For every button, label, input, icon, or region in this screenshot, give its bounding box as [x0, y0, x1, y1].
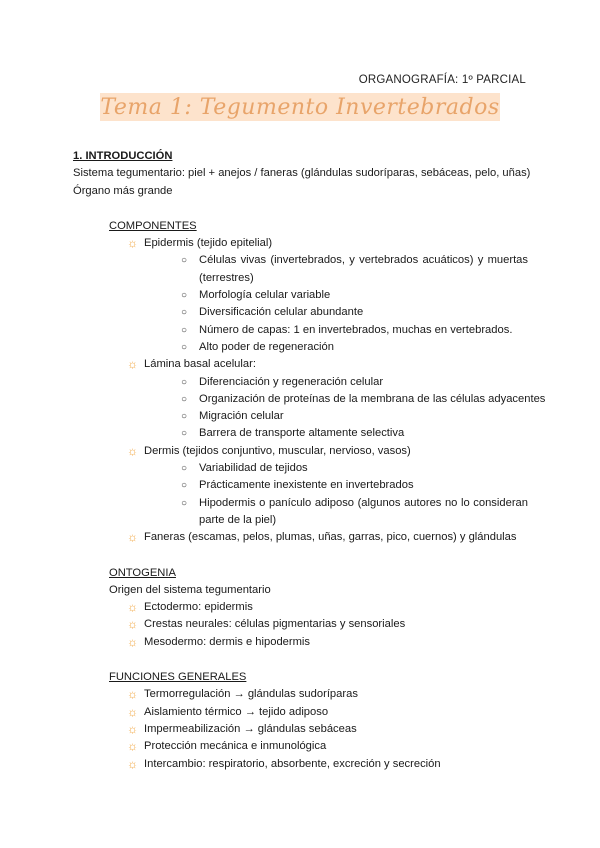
- ontogenia-heading: ONTOGENIA: [109, 566, 176, 579]
- sub-item-label: Barrera de transporte altamente selectiva: [199, 427, 405, 440]
- circle-icon: ○: [181, 324, 188, 336]
- sub-item: [181, 252, 528, 287]
- sub-item-label: Prácticamente inexistente en invertebrados: [199, 479, 414, 492]
- circle-icon: ○: [181, 480, 188, 492]
- sun-icon: ☼: [127, 687, 138, 702]
- circle-icon: ○: [181, 463, 188, 475]
- list-item-label: Protección mecánica e inmunológica: [144, 740, 327, 753]
- list-item-label: Mesodermo: dermis e hipodermis: [144, 635, 311, 648]
- list-item: [127, 599, 528, 616]
- sub-item: [181, 304, 528, 321]
- sun-icon: ☼: [127, 530, 138, 545]
- sub-item: [181, 322, 528, 339]
- spacer: [73, 651, 528, 669]
- circle-icon: ○: [181, 341, 188, 353]
- circle-icon: ○: [181, 307, 188, 319]
- bullet-dermis: [127, 443, 528, 460]
- sub-item-label: Diferenciación y regeneración celular: [199, 375, 384, 388]
- sun-icon: ☼: [127, 756, 138, 771]
- intro-line-1: Sistema tegumentario: piel + anejos / faneras (glándulas sudoríparas, sebáceas, pelo, uñas): [73, 167, 531, 180]
- circle-icon: ○: [181, 393, 188, 405]
- sub-item: [181, 374, 528, 391]
- bullet-label: Lámina basal acelular:: [144, 358, 256, 371]
- circle-icon: ○: [181, 290, 188, 302]
- sub-item: [181, 495, 528, 530]
- list-item-label: Termorregulación → glándulas sudoríparas: [144, 688, 358, 701]
- bullet-lamina-basal: [127, 356, 528, 373]
- sub-item-label: Alto poder de regeneración: [199, 340, 334, 353]
- sub-item: [181, 425, 528, 442]
- page-title: Tema 1: Tegumento Invertebrados: [100, 94, 500, 120]
- list-item-label: Ectodermo: epidermis: [144, 601, 253, 614]
- list-item-label: Aislamiento térmico → tejido adiposo: [144, 705, 329, 718]
- sun-icon: ☼: [127, 617, 138, 632]
- list-item: [127, 704, 528, 721]
- list-item-label: Crestas neurales: células pigmentarias y sensoriales: [144, 618, 406, 631]
- funciones-heading: FUNCIONES GENERALES: [109, 671, 247, 684]
- list-item-label: Intercambio: respiratorio, absorbente, excreción y secreción: [144, 757, 441, 770]
- bullet-label: Dermis (tejidos conjuntivo, muscular, nervioso, vasos): [144, 444, 411, 457]
- bullet-faneras: [127, 529, 528, 546]
- circle-icon: ○: [181, 497, 188, 509]
- sub-item-label: Morfología celular variable: [199, 289, 331, 302]
- sub-item: [181, 339, 528, 356]
- list-item: [127, 634, 528, 651]
- sub-item-label: Hipodermis o panículo adiposo (algunos autores no lo consideran parte de la piel): [199, 496, 528, 526]
- sub-item-label: Diversificación celular abundante: [199, 306, 364, 319]
- intro-line-2: Órgano más grande: [73, 184, 173, 197]
- circle-icon: ○: [181, 376, 188, 388]
- sub-item: [181, 391, 546, 408]
- spacer: [73, 547, 528, 565]
- sub-item-label: Variabilidad de tejidos: [199, 462, 308, 475]
- course-header: ORGANOGRAFÍA: 1º PARCIAL: [358, 74, 526, 86]
- sun-icon: ☼: [127, 739, 138, 754]
- sub-item-label: Migración celular: [199, 410, 284, 423]
- sun-icon: ☼: [127, 704, 138, 719]
- sub-item: [181, 477, 528, 494]
- spacer: [73, 200, 528, 218]
- list-item: [127, 721, 528, 738]
- sun-icon: ☼: [127, 634, 138, 649]
- sub-item: [181, 408, 528, 425]
- circle-icon: ○: [181, 411, 188, 423]
- list-item: [127, 616, 528, 633]
- sun-icon: ☼: [127, 357, 138, 372]
- sub-item-label: Número de capas: 1 en invertebrados, muchas en vertebrados.: [199, 323, 513, 336]
- list-item-label: Impermeabilización → glándulas sebáceas: [144, 722, 357, 735]
- bullet-epidermis: [127, 235, 528, 252]
- sub-item-label: Organización de proteínas de la membrana de las células adyacentes: [199, 392, 546, 405]
- sub-item: [181, 287, 528, 304]
- circle-icon: ○: [181, 255, 188, 267]
- title-highlight: [100, 93, 500, 121]
- sub-item: [181, 460, 528, 477]
- bullet-label: Epidermis (tejido epitelial): [144, 237, 273, 250]
- document-content: [73, 148, 546, 773]
- sun-icon: ☼: [127, 600, 138, 615]
- sun-icon: ☼: [127, 236, 138, 251]
- list-item: [127, 686, 528, 703]
- sun-icon: ☼: [127, 443, 138, 458]
- list-item: [127, 738, 528, 755]
- componentes-heading: COMPONENTES: [109, 219, 197, 232]
- sub-item-label: Células vivas (invertebrados, y vertebrados acuáticos) y muertas (terrestres): [199, 254, 528, 284]
- intro-heading: 1. INTRODUCCIÓN: [73, 150, 173, 162]
- list-item: [127, 756, 528, 773]
- sun-icon: ☼: [127, 721, 138, 736]
- circle-icon: ○: [181, 428, 188, 440]
- ontogenia-subtitle: Origen del sistema tegumentario: [109, 583, 271, 596]
- bullet-label: Faneras (escamas, pelos, plumas, uñas, garras, pico, cuernos) y glándulas: [144, 531, 517, 544]
